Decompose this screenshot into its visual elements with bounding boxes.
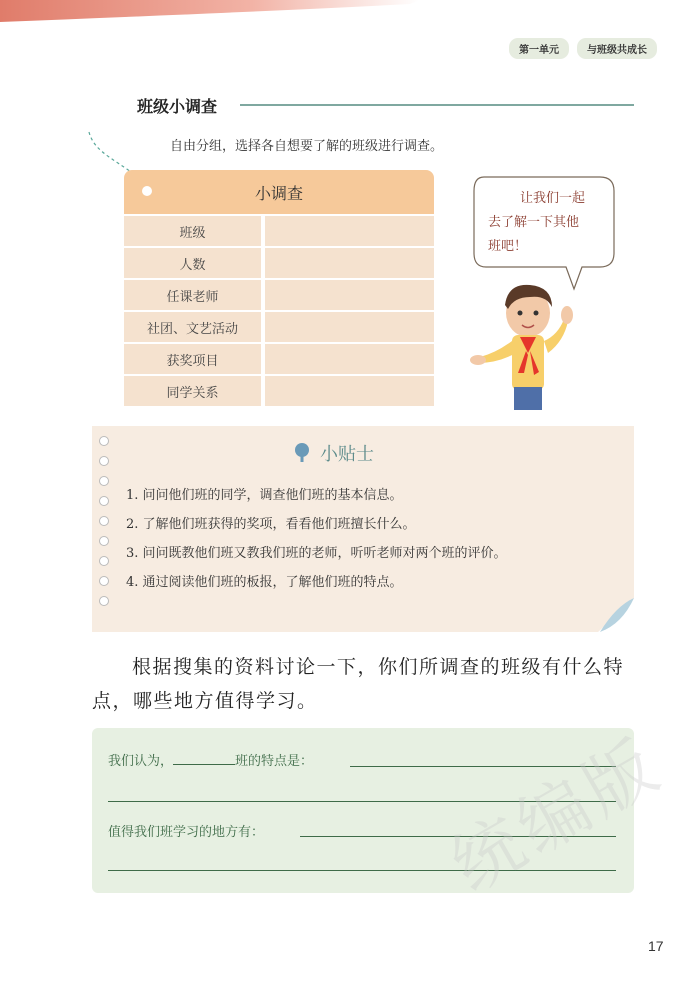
table-row [124,248,434,278]
row-label: 获奖项目 [124,344,261,374]
table-row [124,216,434,246]
table-row [124,344,434,374]
section-title: 班级小调查 [137,97,218,116]
tips-heading [292,440,374,466]
binder-ring-icon [99,456,109,466]
binder-ring-icon [99,436,109,446]
row-value-cell[interactable] [265,216,434,246]
binder-ring-icon [99,536,109,546]
row-label: 社团、文艺活动 [124,312,261,342]
survey-table [124,170,434,406]
row-value-cell[interactable] [265,248,434,278]
row-value-cell[interactable] [265,344,434,374]
page-number: 17 [648,938,664,954]
top-decorative-band [0,0,695,22]
boy-illustration [468,275,578,410]
table-row [124,280,434,310]
row-label: 班级 [124,216,261,246]
tips-title: 小贴士 [320,444,374,465]
answer-prompt-b: 班的特点是： [235,754,314,769]
answer-line-1 [108,750,313,769]
pushpin-icon [292,442,312,464]
binder-ring-icon [99,576,109,586]
table-row [124,312,434,342]
binder-ring-icon [99,596,109,606]
tips-list [126,484,507,600]
lesson-tag: 与班级共成长 [577,38,657,59]
card-hole-icon [142,186,152,196]
header-tags [509,38,657,59]
tips-card [92,426,634,632]
list-item: 3. 问问既教他们班又教我们班的老师，听听老师对两个班的评价。 [126,546,507,561]
page-curl-icon [594,598,634,632]
table-row [124,376,434,406]
row-label: 同学关系 [124,376,261,406]
class-name-blank[interactable] [173,752,235,765]
row-label: 任课老师 [124,280,261,310]
row-value-cell[interactable] [265,312,434,342]
binder-ring-icon [99,556,109,566]
bubble-line-1: 让我们一起 [520,191,586,206]
binder-ring-icon [99,496,109,506]
survey-header [124,170,434,214]
section-instruction: 自由分组，选择各自想要了解的班级进行调查。 [170,139,444,154]
list-item: 4. 通过阅读他们班的板报，了解他们班的特点。 [126,575,403,590]
binder-ring-icon [99,516,109,526]
answer-prompt-c: 值得我们班学习的地方有： [108,825,265,840]
discussion-text: 根据搜集的资料讨论一下，你们所调查的班级有什么特点，哪些地方值得学习。 [92,656,625,712]
bubble-line-3: 班吧！ [488,239,528,254]
list-item: 1. 问问他们班的同学，调查他们班的基本信息。 [126,488,403,503]
row-label: 人数 [124,248,261,278]
survey-title: 小调查 [254,183,303,203]
binder-ring-icon [99,476,109,486]
unit-tag: 第一单元 [509,38,569,59]
list-item: 2. 了解他们班获得的奖项，看看他们班擅长什么。 [126,517,416,532]
answer-prompt-a: 我们认为， [108,754,174,769]
bubble-line-2: 去了解一下其他 [488,215,580,230]
row-value-cell[interactable] [265,376,434,406]
discussion-paragraph [92,650,637,718]
row-value-cell[interactable] [265,280,434,310]
section-title-line [240,104,634,106]
watermark: 统编版 [437,722,676,908]
